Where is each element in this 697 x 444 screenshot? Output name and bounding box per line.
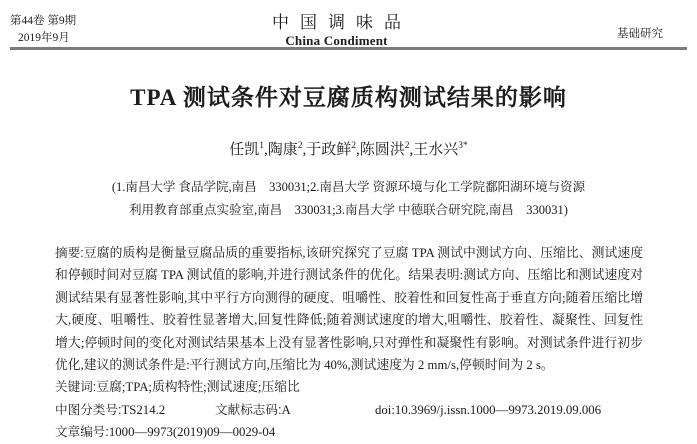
keywords <box>55 376 643 398</box>
author <box>413 142 468 158</box>
doi-group <box>375 399 601 421</box>
journal-title-en: China Condiment <box>285 33 388 48</box>
journal-masthead <box>0 0 697 48</box>
author-superscript: 1 <box>259 141 264 151</box>
affiliation-line-2: 利用教育部重点实验室,南昌 330031;3.南昌大学 中德联合研究院,南昌 330031) <box>129 203 568 217</box>
abstract-label: 摘要: <box>55 246 84 260</box>
keywords-label: 关键词: <box>55 380 97 395</box>
author-name: 于政鲜 <box>306 142 352 158</box>
section-label: 基础研究 <box>617 28 663 40</box>
author-separator: , <box>302 142 307 158</box>
classification-row <box>55 399 643 421</box>
author-name: 王水兴 <box>413 142 459 158</box>
author-superscript: 2 <box>351 141 356 151</box>
author-separator: , <box>263 142 268 158</box>
author-name: 陶康 <box>267 142 298 158</box>
doi-label: doi: <box>375 402 395 417</box>
affiliations <box>0 176 697 222</box>
issue-date: 2019年9月 <box>18 32 70 44</box>
clc-group <box>55 399 215 421</box>
abstract-text: 豆腐的质构是衡量豆腐品质的重要指标,该研究探究了豆腐 TPA 测试中测试方向、压缩比、测试速度和停顿时间对豆腐 TPA 测试值的影响,并进行测试条件的优化。结果表明:测试方向、压缩比和测试速度对测试结果有显著性影响,其中平行方向测得的硬度、咀嚼性、胶着性和回复性高于垂直方向;随着压缩比增大,硬度、咀嚼性、胶着性显著增大,回复性降低;随着测试速度的增大,咀嚼性、胶着性、凝聚性、回复性增大;停顿时间的变化对测试结果基本上没有显著性影响,只对弹性和凝聚性有影响。对测试条件进行初步优化,建议的测试条件是:平行测试方向,压缩比为 40%,测试速度为 2 mm/s,停顿时间为 2 s。 <box>55 246 643 373</box>
author-line <box>0 140 697 160</box>
article-title: TPA 测试条件对豆腐质构测试结果的影响 <box>130 85 567 110</box>
journal-title-block <box>160 13 513 49</box>
doc-code-group <box>215 399 375 421</box>
affiliation-line-1: (1.南昌大学 食品学院,南昌 330031;2.南昌大学 资源环境与化工学院鄱阳湖环境与资源 <box>111 180 586 194</box>
article-number-row <box>55 421 643 443</box>
author-separator: , <box>409 142 414 158</box>
doc-code-value: A <box>281 402 291 417</box>
abstract <box>55 242 643 376</box>
doc-code-label: 文献标志码: <box>215 402 282 417</box>
author <box>360 142 410 158</box>
article-number-value: 1000—9973(2019)09—0029-04 <box>108 425 276 440</box>
clc-value: TS214.2 <box>121 402 166 417</box>
author-superscript: 2 <box>404 141 410 151</box>
author <box>268 142 303 158</box>
author-separator: , <box>356 142 360 158</box>
keywords-text: 豆腐;TPA;质构特性;测试速度;压缩比 <box>96 380 300 395</box>
author-superscript: 3* <box>458 141 468 151</box>
clc-label: 中图分类号: <box>55 402 122 417</box>
article-number-label: 文章编号: <box>55 425 109 440</box>
volume-issue: 第44卷 第9期 <box>10 15 77 27</box>
author <box>306 142 356 158</box>
author <box>229 142 264 158</box>
author-name: 任凯 <box>229 142 260 158</box>
issue-info <box>10 13 160 47</box>
author-superscript: 2 <box>297 141 303 151</box>
author-name: 陈圆洪 <box>359 142 405 158</box>
doi-value: 10.3969/j.issn.1000—9973.2019.09.006 <box>394 402 602 417</box>
journal-title-cn: 中国调味品 <box>272 13 412 32</box>
